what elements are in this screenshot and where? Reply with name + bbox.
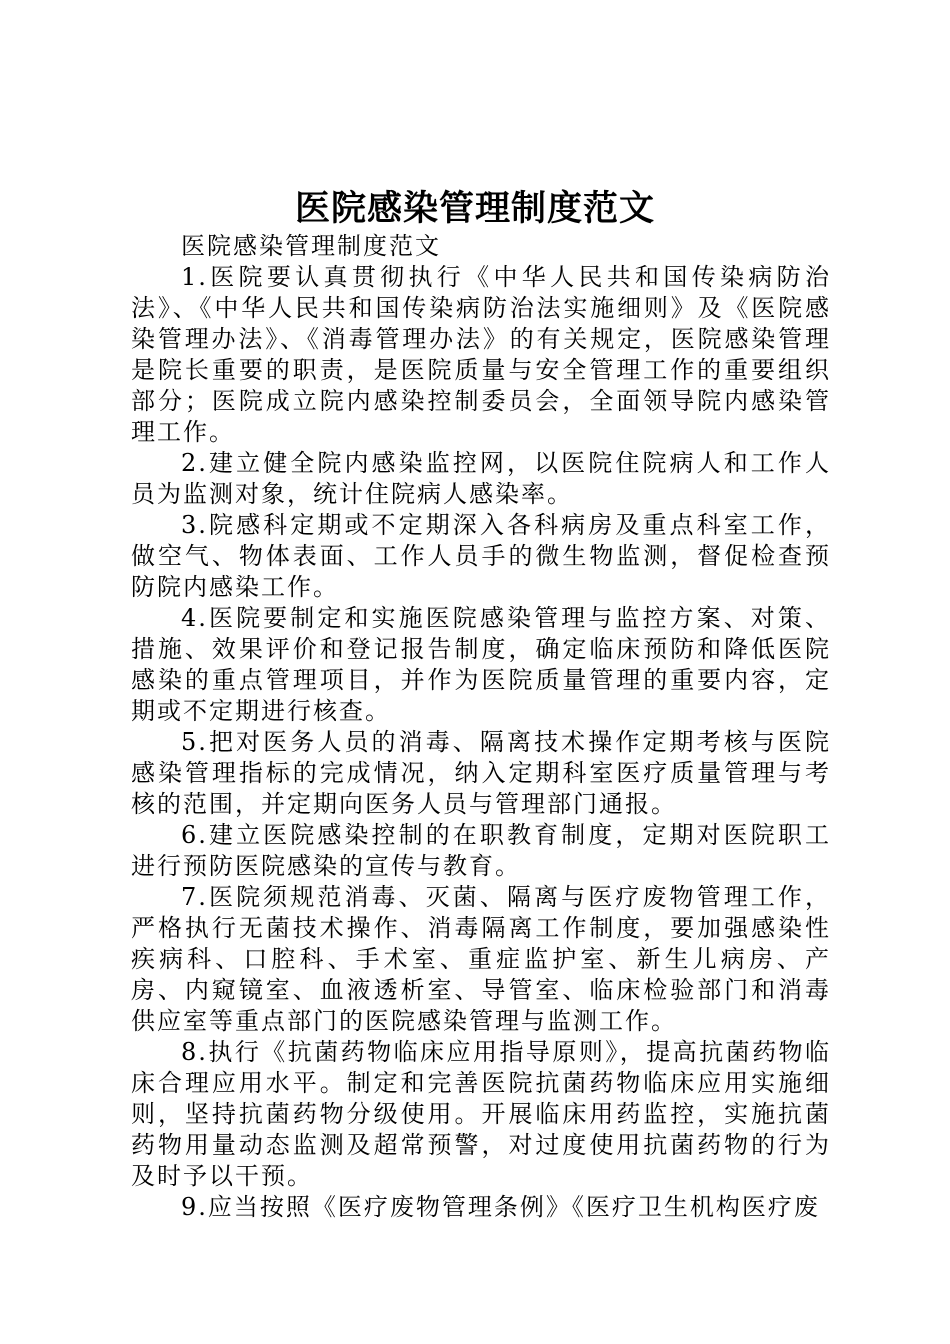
paragraph-9: 9.应当按照《医疗废物管理条例》《医疗卫生机构医疗废	[181, 1193, 820, 1221]
paragraph-2: 2.建立健全院内感染监控网，以医院住院病人和工作人员为监测对象，统计住院病人感染率。	[131, 449, 831, 508]
document-body	[131, 231, 831, 1223]
paragraph-8: 8.执行《抗菌药物临床应用指导原则》，提高抗菌药物临床合理应用水平。制定和完善医院抗菌药物临床应用实施细则，坚持抗菌药物分级使用。开展临床用药监控，实施抗菌药物用量动态监测及超常预警，对过度使用抗菌药物的行为及时予以干预。	[131, 1038, 831, 1190]
paragraph-5: 5.把对医务人员的消毒、隔离技术操作定期考核与医院感染管理指标的完成情况，纳入定期科室医疗质量管理与考核的范围，并定期向医务人员与管理部门通报。	[131, 728, 831, 818]
document-title: 医院感染管理制度范文	[294, 189, 655, 229]
paragraph-6: 6.建立医院感染控制的在职教育制度，定期对医院职工进行预防医院感染的宣传与教育。	[131, 821, 831, 880]
paragraph-7: 7.医院须规范消毒、灭菌、隔离与医疗废物管理工作，严格执行无菌技术操作、消毒隔离工作制度，要加强感染性疾病科、口腔科、手术室、重症监护室、新生儿病房、产房、内窥镜室、血液透析室、导管室、临床检验部门和消毒供应室等重点部门的医院感染管理与监测工作。	[131, 883, 831, 1035]
paragraph-4: 4.医院要制定和实施医院感染管理与监控方案、对策、措施、效果评价和登记报告制度，确定临床预防和降低医院感染的重点管理项目，并作为医院质量管理的重要内容，定期或不定期进行核查。	[131, 604, 831, 725]
paragraph-1: 1.医院要认真贯彻执行《中华人民共和国传染病防治法》、《中华人民共和国传染病防治法实施细则》及《医院感染管理办法》、《消毒管理办法》的有关规定，医院感染管理是院长重要的职责，是医院质量与安全管理工作的重要组织部分；医院成立院内感染控制委员会，全面领导院内感染管理工作。	[131, 263, 831, 446]
document-subtitle: 医院感染管理制度范文	[181, 232, 441, 260]
paragraph-3: 3.院感科定期或不定期深入各科病房及重点科室工作，做空气、物体表面、工作人员手的微生物监测，督促检查预防院内感染工作。	[131, 511, 831, 601]
